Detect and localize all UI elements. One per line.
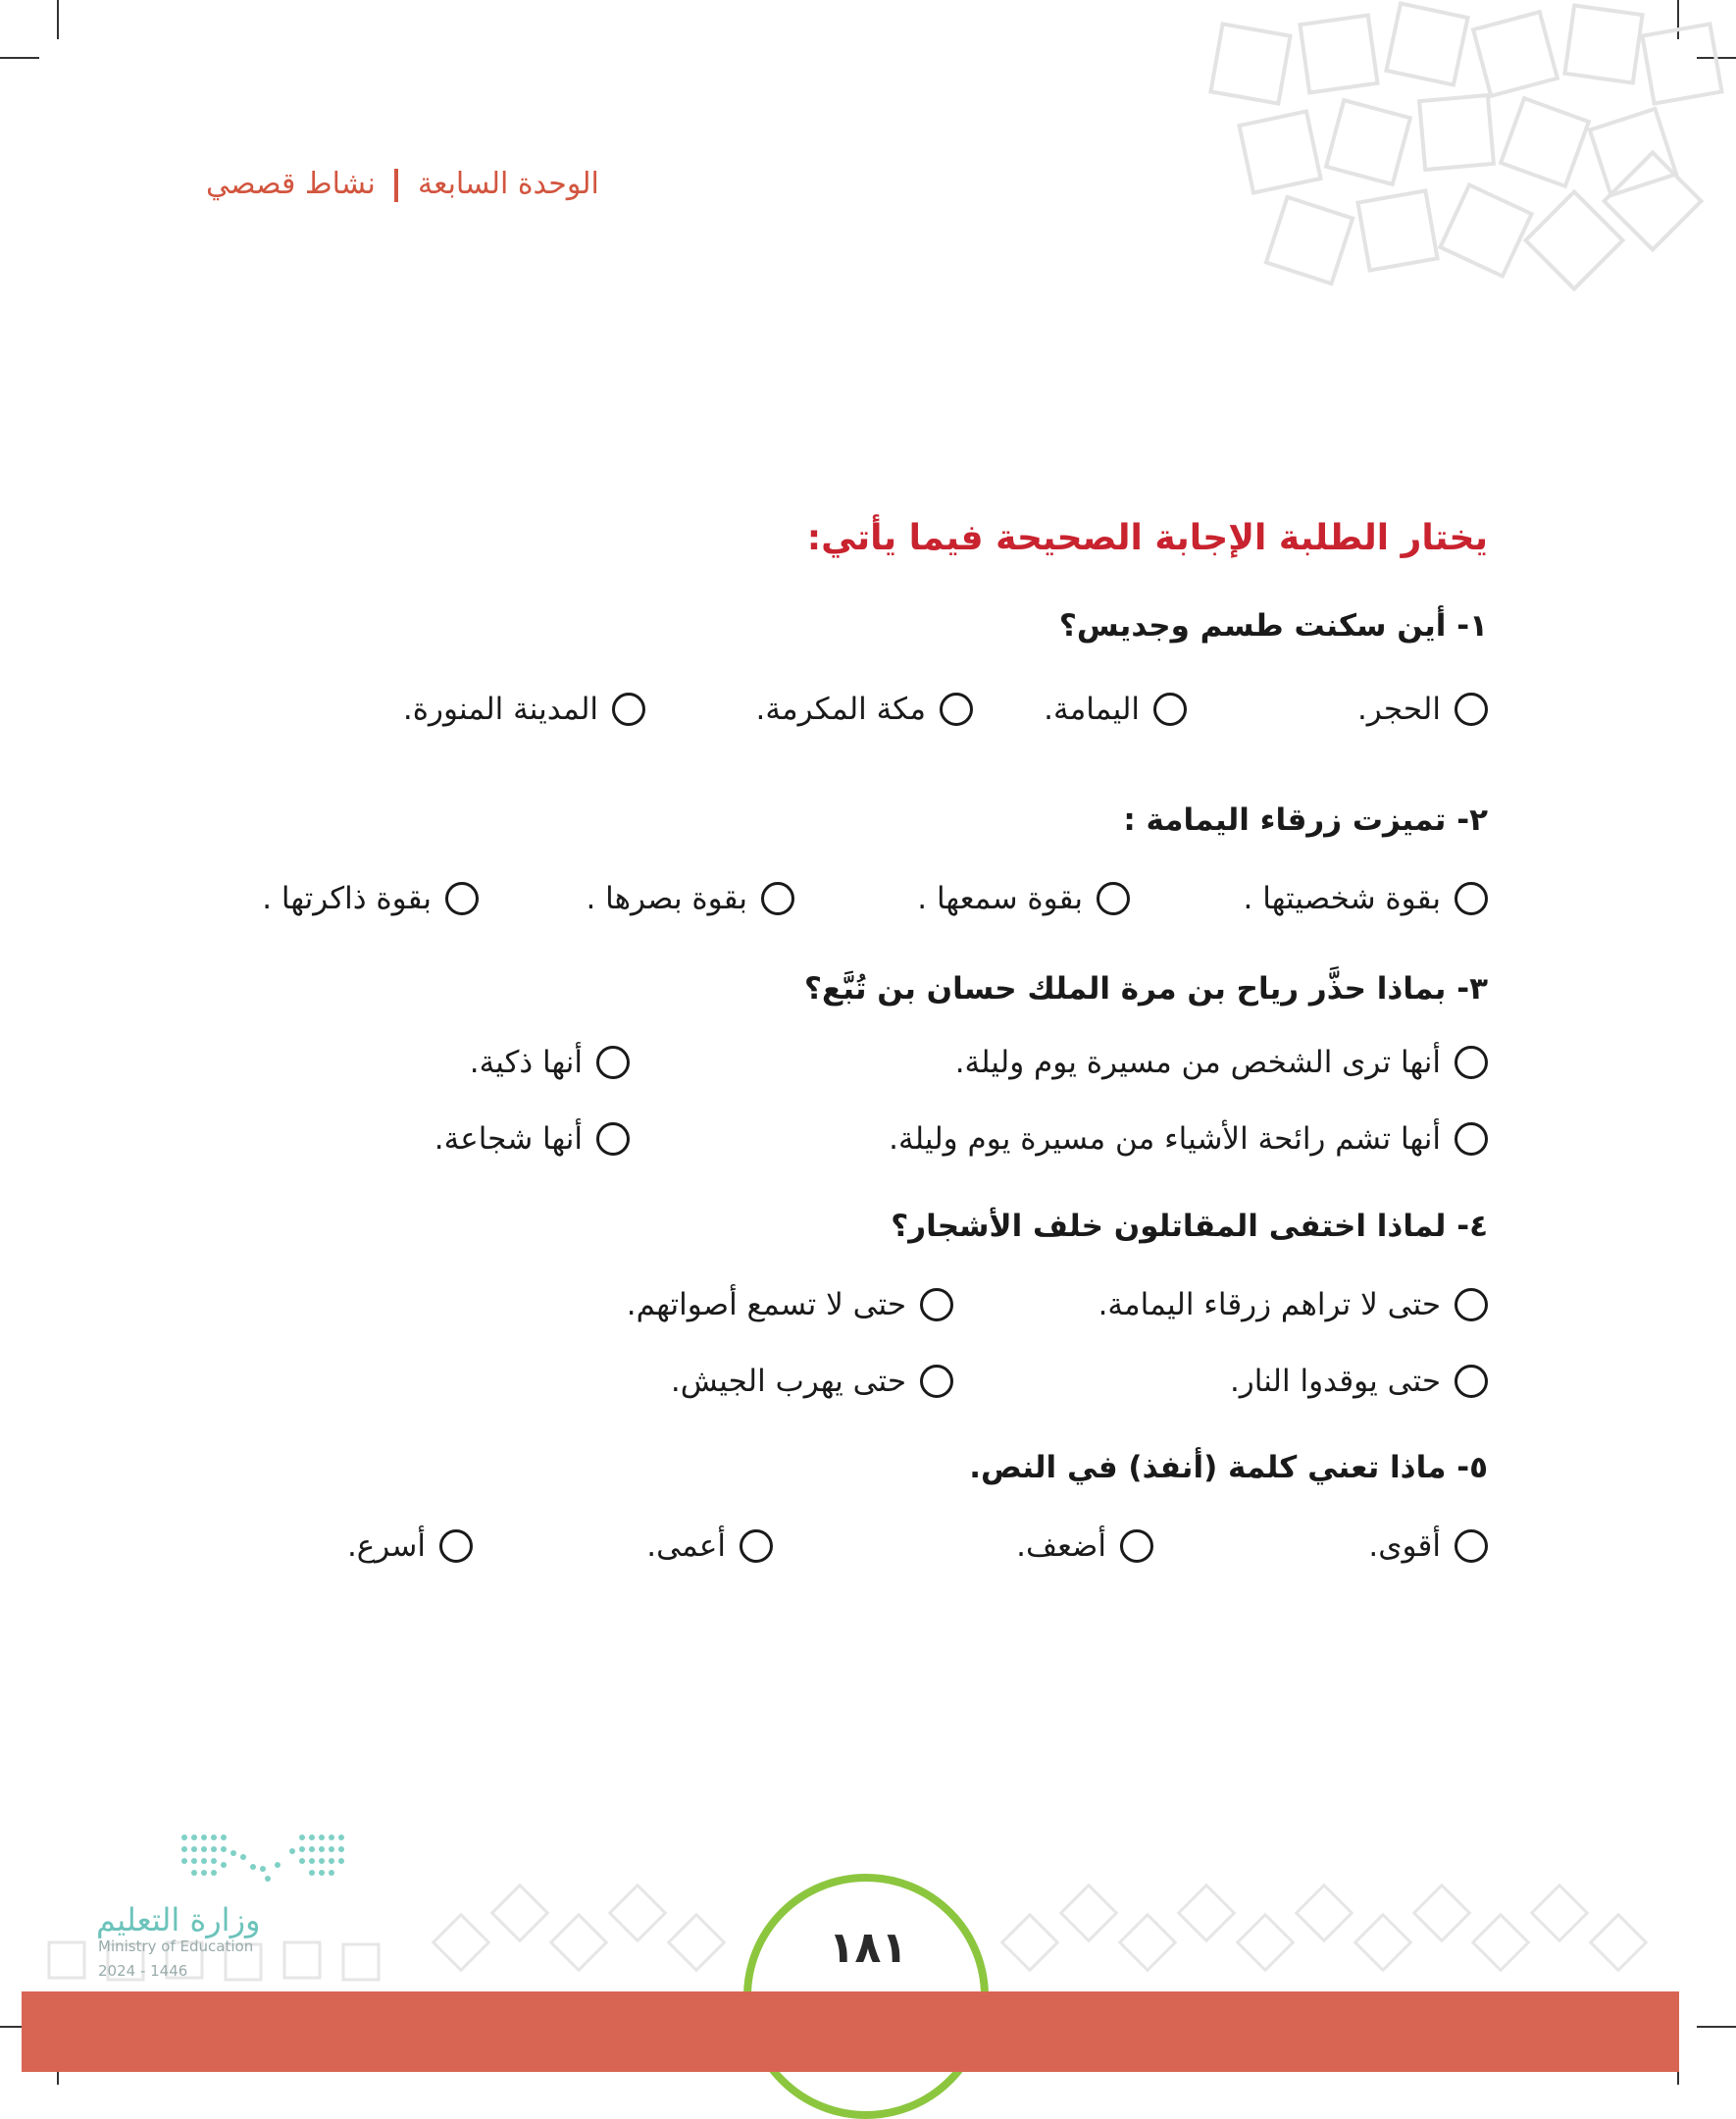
radio-button[interactable] — [1455, 693, 1488, 726]
question-4: ٤- لماذا اختفى المقاتلون خلف الأشجار؟ — [891, 1209, 1488, 1244]
radio-button[interactable] — [940, 693, 973, 726]
instruction-heading: يختار الطلبة الإجابة الصحيحة فيما يأتي: — [806, 518, 1488, 558]
activity-title: نشاط قصصي — [206, 167, 376, 201]
q5-option-4[interactable]: أسرع. — [347, 1528, 473, 1564]
q3-option-2[interactable]: أنها ذكية. — [470, 1045, 630, 1080]
running-header — [206, 167, 599, 202]
decorative-pattern — [1187, 0, 1736, 324]
radio-button[interactable] — [1097, 882, 1130, 915]
q4-option-1[interactable]: حتى لا تراهم زرقاء اليمامة. — [1098, 1287, 1488, 1322]
q2-option-3[interactable]: بقوة بصرها . — [586, 881, 794, 916]
q2-option-4[interactable]: بقوة ذاكرتها . — [262, 881, 479, 916]
radio-button[interactable] — [1455, 1288, 1488, 1321]
radio-button[interactable] — [1153, 693, 1187, 726]
radio-button[interactable] — [1455, 882, 1488, 915]
q1-option-2[interactable]: اليمامة. — [1044, 692, 1187, 727]
q1-option-1[interactable]: الحجر. — [1357, 692, 1488, 727]
ministry-name-english: Ministry of Education — [98, 1938, 254, 1955]
question-1: ١- أين سكنت طسم وجديس؟ — [1058, 608, 1488, 644]
ministry-year: 2024 - 1446 — [98, 1962, 188, 1980]
radio-button[interactable] — [596, 1122, 630, 1156]
ministry-name-arabic: وزارة التعليم — [96, 1901, 261, 1938]
q3-option-1[interactable]: أنها ترى الشخص من مسيرة يوم وليلة. — [955, 1045, 1488, 1080]
radio-button[interactable] — [1455, 1046, 1488, 1079]
radio-button[interactable] — [445, 882, 479, 915]
radio-button[interactable] — [761, 882, 794, 915]
radio-button[interactable] — [1455, 1529, 1488, 1563]
header-divider — [394, 169, 398, 202]
radio-button[interactable] — [612, 693, 645, 726]
q3-option-3[interactable]: أنها تشم رائحة الأشياء من مسيرة يوم وليلة. — [889, 1121, 1488, 1157]
q2-option-1[interactable]: بقوة شخصيتها . — [1244, 881, 1488, 916]
question-5: ٥- ماذا تعني كلمة (أنفذ) في النص. — [969, 1450, 1488, 1485]
q5-option-2[interactable]: أضعف. — [1016, 1528, 1153, 1564]
unit-title: الوحدة السابعة — [418, 167, 599, 201]
radio-button[interactable] — [920, 1365, 953, 1398]
radio-button[interactable] — [1455, 1365, 1488, 1398]
q1-option-4[interactable]: المدينة المنورة. — [403, 692, 645, 727]
radio-button[interactable] — [1120, 1529, 1153, 1563]
q4-option-3[interactable]: حتى يوقدوا النار. — [1230, 1364, 1488, 1399]
radio-button[interactable] — [439, 1529, 473, 1563]
q5-option-3[interactable]: أعمى. — [646, 1528, 773, 1564]
q2-option-2[interactable]: بقوة سمعها . — [917, 881, 1130, 916]
question-2: ٢- تميزت زرقاء اليمامة : — [1123, 802, 1488, 838]
radio-button[interactable] — [1455, 1122, 1488, 1156]
q5-option-1[interactable]: أقوى. — [1368, 1528, 1488, 1564]
crop-mark — [57, 0, 59, 39]
crop-mark — [0, 57, 39, 59]
crop-mark — [1697, 2026, 1736, 2028]
radio-button[interactable] — [740, 1529, 773, 1563]
radio-button[interactable] — [596, 1046, 630, 1079]
q1-option-3[interactable]: مكة المكرمة. — [756, 692, 973, 727]
question-3: ٣- بماذا حذَّر رياح بن مرة الملك حسان بن تُبَّع؟ — [804, 971, 1488, 1007]
q3-option-4[interactable]: أنها شجاعة. — [434, 1121, 630, 1157]
q4-option-2[interactable]: حتى لا تسمع أصواتهم. — [627, 1287, 953, 1322]
bottom-bar — [22, 1991, 1679, 2072]
radio-button[interactable] — [920, 1288, 953, 1321]
page-number: ١٨١ — [828, 1923, 908, 1973]
q4-option-4[interactable]: حتى يهرب الجيش. — [671, 1364, 953, 1399]
